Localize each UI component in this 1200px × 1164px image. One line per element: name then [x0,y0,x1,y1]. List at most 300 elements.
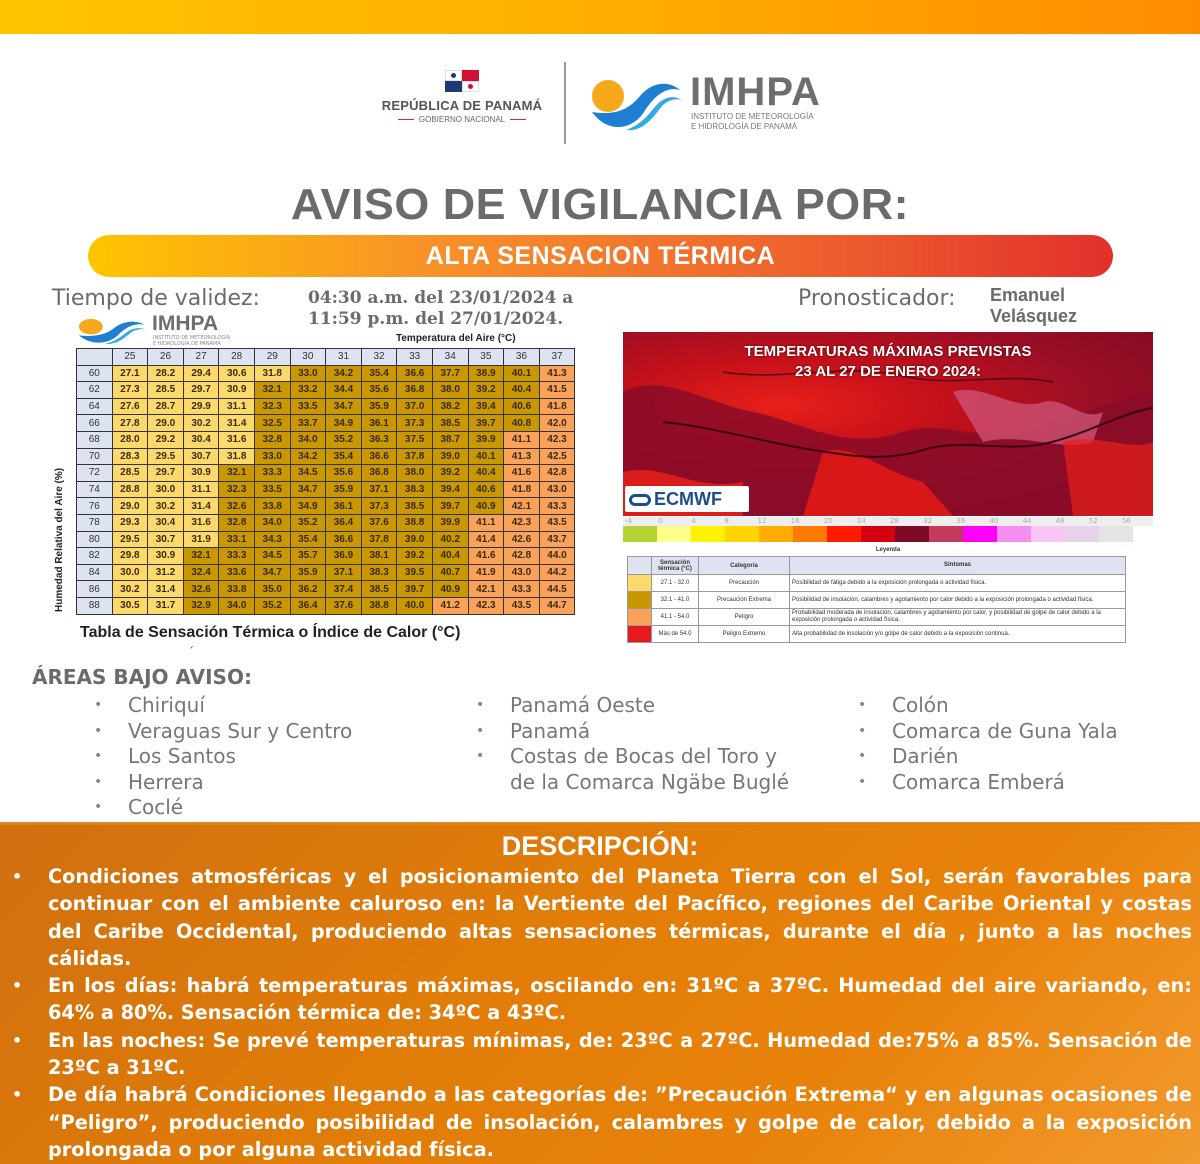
heat-index-cell: 41.8 [539,398,575,415]
legend-title: Leyenda [875,547,901,553]
heat-index-cell: 39.7 [397,581,433,598]
heat-index-cell: 35.6 [361,382,397,399]
heat-index-cell: 34.4 [326,382,362,399]
heat-index-cell: 33.0 [290,365,326,382]
heat-index-cell: 34.0 [219,597,255,614]
legend-symptoms: Alta probabilidad de insolación y/o golpe de calor debido a la exposición continua. [790,626,1126,643]
heat-index-cell: 40.6 [468,481,504,498]
heat-index-cell: 43.7 [539,531,575,548]
humidity-header: 60 [77,365,113,382]
heat-index-cell: 28.5 [112,465,148,482]
legend-category: Peligro Extremo [699,626,790,643]
heat-index-cell: 30.2 [183,415,219,432]
heat-index-cell: 30.0 [112,564,148,581]
heat-index-cell: 30.5 [112,597,148,614]
table-row [77,498,575,515]
heat-index-cell: 33.8 [254,498,290,515]
heat-index-cell: 37.5 [397,431,433,448]
legend-symptoms: Probabilidad moderada de insolación, calambres y agotamiento por calor, y posibilidad de golpe de calor debido a la exposición prolongada o actividad física. [790,609,1126,626]
heat-index-cell: 29.9 [183,398,219,415]
colorbar-tick-label: 24 [856,517,866,525]
heat-index-cell: 29.0 [112,498,148,515]
heat-index-cell: 35.4 [290,531,326,548]
table-row [77,382,575,399]
heat-index-cell: 31.2 [148,564,184,581]
heat-index-cell: 29.7 [148,465,184,482]
heat-index-cell: 38.8 [361,597,397,614]
area-item: • Los Santos [94,744,352,770]
heat-index-cell: 42.3 [539,431,575,448]
heat-index-cell: 36.6 [326,531,362,548]
heat-index-cell: 36.3 [361,431,397,448]
heat-index-cell: 32.1 [219,465,255,482]
area-item: • Herrera [94,770,352,796]
heat-index-cell: 31.4 [219,415,255,432]
heat-index-cell: 40.4 [432,548,468,565]
temperature-axis-title: Temperatura del Aire (°C) [396,333,516,344]
ecmwf-wordmark: ECMWF [654,489,722,509]
colorbar-swatch [1065,526,1099,542]
legend-color-swatch [628,592,652,609]
colorbar-swatch [657,526,691,542]
humidity-header: 86 [77,581,113,598]
heat-index-cell: 34.2 [326,365,362,382]
heat-index-cell: 34.2 [290,448,326,465]
heat-index-cell: 41.1 [468,514,504,531]
table-row [77,365,575,382]
heat-index-cell: 36.1 [361,415,397,432]
heat-index-cell: 42.8 [539,465,575,482]
heat-index-cell: 29.5 [112,531,148,548]
heat-index-cell: 38.2 [432,398,468,415]
heat-index-cell: 34.7 [254,564,290,581]
heat-index-cell: 31.1 [219,398,255,415]
forecaster-name [990,285,1077,327]
map-title [623,342,1153,382]
page-title: AVISO DE VIGILANCIA POR: [290,180,910,229]
heat-index-cell: 39.0 [397,531,433,548]
colorbar-tick-label: 40 [989,517,999,525]
heat-index-cell: 43.3 [539,498,575,515]
colorbar-swatch [1031,526,1065,542]
heat-index-cell: 37.6 [361,514,397,531]
area-item: • Costas de Bocas del Toro y de la Comarca Ngäbe Buglé [476,744,806,795]
heat-index-cell: 40.6 [504,398,540,415]
heat-index-cell: 42.5 [539,448,575,465]
validity-value [308,288,573,330]
heat-index-cell: 39.4 [432,481,468,498]
temperature-header: 26 [148,349,184,366]
alert-banner: ALTA SENSACION TÉRMICA [88,235,1113,277]
heat-index-cell: 39.2 [468,382,504,399]
heat-index-cell: 33.5 [290,398,326,415]
temperature-header: 34 [432,349,468,366]
heat-index-cell: 28.0 [112,431,148,448]
colorbar-swatch [963,526,997,542]
areas-list-column-2 [476,693,806,795]
colorbar-tick-label: 0 [658,517,663,525]
description-section [0,822,1200,1164]
heat-index-cell: 30.0 [148,481,184,498]
heat-index-cell: 32.6 [219,498,255,515]
table-row [77,531,575,548]
validity-label: Tiempo de validez: [52,286,260,311]
heat-index-cell: 31.6 [183,514,219,531]
colorbar [623,526,1133,542]
heat-index-cell: 36.8 [397,382,433,399]
heat-index-cell: 30.2 [148,498,184,515]
temperature-header: 29 [254,349,290,366]
description-item: • En las noches: Se prevé temperaturas mínimas, de: 23ºC a 27ºC. Humedad de:75% a 85%. Sensación de 23ºC a 31ºC. [12,1027,1192,1082]
heat-table-logo-sub-2: E HIDROLOGÍA DE PANAMÁ [153,341,221,347]
area-item: • Colón [858,693,1118,719]
legend-header-swatch [628,557,652,575]
heat-index-cell: 39.2 [397,548,433,565]
heat-index-cell: 39.7 [468,415,504,432]
humidity-header: 78 [77,514,113,531]
heat-index-cell: 43.0 [539,481,575,498]
heat-index-cell: 34.5 [254,548,290,565]
forecaster-label: Pronosticador: [798,286,956,311]
areas-list-column-3 [858,693,1118,795]
colorbar-tick-label: 44 [1022,517,1032,525]
colorbar-swatch [861,526,895,542]
heat-index-cell: 39.5 [397,564,433,581]
table-row [77,398,575,415]
heat-table-caption: Tabla de Sensación Térmica o Índice de Calor (°C) [80,624,461,641]
top-gradient-bar [0,0,1200,34]
heat-index-cell: 42.8 [504,548,540,565]
heat-index-cell: 37.1 [361,481,397,498]
heat-index-cell: 31.8 [219,448,255,465]
heat-index-cell: 30.9 [148,548,184,565]
heat-index-cell: 31.9 [183,531,219,548]
heat-index-cell: 29.0 [148,415,184,432]
heat-index-cell: 34.5 [290,465,326,482]
colorbar-swatch [895,526,929,542]
heat-index-cell: 34.0 [290,431,326,448]
temperature-header: 36 [504,349,540,366]
forecaster-first-name: Emanuel [990,285,1066,305]
description-item: • Condiciones atmosféricas y el posicionamiento del Planeta Tierra con el Sol, serán favorables para continuar con el ambiente caluroso en: la Vertiente del Pacífico, regiones del Caribe Oriental y costas del Caribe Occidental, produciendo altas sensaciones térmicas, durante el día , junto a las noches cálidas. [12,863,1192,972]
colorbar-tick-label: -4 [625,517,632,525]
heat-index-cell: 40.0 [397,597,433,614]
table-row [77,465,575,482]
humidity-header: 82 [77,548,113,565]
heat-index-cell: 38.5 [432,415,468,432]
table-row [77,481,575,498]
heat-index-cell: 39.9 [468,431,504,448]
temperature-header: 32 [361,349,397,366]
colorbar-tick-label: 28 [890,517,899,525]
heat-index-cell: 38.0 [397,465,433,482]
heat-index-cell: 38.5 [361,581,397,598]
heat-index-cell: 41.9 [468,564,504,581]
heat-index-cell: 29.3 [112,514,148,531]
colorbar-tick-label: 48 [1055,517,1065,525]
heat-index-cell: 35.6 [326,465,362,482]
heat-index-cell: 31.4 [148,581,184,598]
heat-index-cell: 44.7 [539,597,575,614]
heat-index-cell: 34.9 [326,415,362,432]
heat-index-cell: 40.8 [504,415,540,432]
colorbar-tick-label: 52 [1088,517,1098,525]
heat-index-cell: 28.7 [148,398,184,415]
heat-index-cell: 33.0 [254,448,290,465]
table-row [77,564,575,581]
colorbar-swatch [997,526,1031,542]
description-item: • De día habrá Condiciones llegando a las categorías de: ”Precaución Extrema“ y en algunas ocasiones de “Peligro”, produciendo posibilidad de insolación, calambres y golpe de calor, debido a la exposición prolongada o por alguna actividad física. [12,1081,1192,1163]
legend-row [628,626,1126,643]
heat-index-cell: 35.9 [361,398,397,415]
temperature-header: 30 [290,349,326,366]
imhpa-logo [588,68,828,138]
humidity-header: 76 [77,498,113,515]
heat-index-cell: 41.6 [468,548,504,565]
heat-index-cell: 29.2 [148,431,184,448]
colorbar-swatch [759,526,793,542]
heat-index-cell: 37.8 [361,531,397,548]
heat-index-cell: 30.4 [148,514,184,531]
heat-index-cell: 37.8 [397,448,433,465]
area-item: • Panamá Oeste [476,693,806,719]
heat-index-cell: 44.5 [539,581,575,598]
heat-index-cell: 29.4 [183,365,219,382]
table-corner [77,349,113,366]
heat-index-cell: 42.1 [468,581,504,598]
heat-index-cell: 37.3 [397,415,433,432]
humidity-header: 88 [77,597,113,614]
humidity-header: 84 [77,564,113,581]
heat-index-cell: 40.1 [504,365,540,382]
heat-index-cell: 39.2 [432,465,468,482]
heat-index-cell: 31.1 [183,481,219,498]
area-item: • Darién [858,744,1118,770]
heat-index-cell: 42.3 [504,514,540,531]
heat-index-cell: 37.0 [397,398,433,415]
heat-index-cell: 41.4 [468,531,504,548]
legend-range: 32.1 - 41.0 [652,592,699,609]
area-item: • Comarca de Guna Yala [858,719,1118,745]
heat-index-cell: 35.2 [254,597,290,614]
area-item: • Comarca Emberá [858,770,1118,796]
areas-accent-mark: ˊ [188,645,194,659]
legend-range: 41.1 - 54.0 [652,609,699,626]
government-logo [372,70,552,130]
ecmwf-mark-icon [629,494,651,506]
heat-index-cell: 27.6 [112,398,148,415]
heat-index-cell: 27.3 [112,382,148,399]
heat-index-cell: 43.3 [504,581,540,598]
heat-index-cell: 29.8 [112,548,148,565]
temperature-header: 31 [326,349,362,366]
heat-index-cell: 39.7 [432,498,468,515]
heat-index-cell: 28.5 [148,382,184,399]
humidity-header: 80 [77,531,113,548]
heat-index-cell: 31.7 [148,597,184,614]
heat-index-cell: 42.1 [504,498,540,515]
heat-index-cell: 36.9 [326,548,362,565]
heat-index-cell: 37.7 [432,365,468,382]
colorbar-tick-label: 16 [790,517,800,525]
imhpa-sun-wave-icon [76,316,146,346]
heat-index-cell: 44.2 [539,564,575,581]
legend-row [628,609,1126,626]
heat-index-cell: 29.5 [148,448,184,465]
legend-symptoms: Posibilidad de insolación, calambres y agotamiento por calor debido a la exposición prolongada o actividad física. [790,592,1126,609]
heat-index-cell: 35.2 [290,514,326,531]
heat-index-cell: 38.7 [432,431,468,448]
imhpa-sun-wave-icon [588,72,682,134]
colorbar-tick-label: 20 [823,517,833,525]
heat-index-cell: 38.8 [397,514,433,531]
heat-index-cell: 34.7 [326,398,362,415]
colorbar-tick-label: 36 [956,517,966,525]
humidity-header: 68 [77,431,113,448]
heat-index-cell: 44.0 [539,548,575,565]
imhpa-wordmark: IMHPA [690,70,821,114]
temperature-header: 35 [468,349,504,366]
heat-index-cell: 33.1 [219,531,255,548]
colorbar-swatch [827,526,861,542]
temperature-forecast-map [623,332,1153,516]
area-item: • Coclé [94,795,352,821]
temperature-header: 33 [397,349,433,366]
humidity-header: 66 [77,415,113,432]
heat-index-cell: 34.9 [290,498,326,515]
heat-index-cell: 34.3 [254,531,290,548]
heat-index-cell: 32.8 [254,431,290,448]
temperature-header: 37 [539,349,575,366]
humidity-axis-title: Humedad Relativa del Aire (%) [54,467,65,612]
heat-index-cell: 30.6 [219,365,255,382]
humidity-header: 70 [77,448,113,465]
heat-index-cell: 33.7 [290,415,326,432]
heat-index-cell: 38.1 [361,548,397,565]
heat-index-cell: 43.0 [504,564,540,581]
legend-category: Precaución Extrema [699,592,790,609]
heat-index-cell: 43.5 [539,514,575,531]
heat-index-cell: 33.2 [290,382,326,399]
colorbar-swatch [691,526,725,542]
table-row [77,448,575,465]
gov-name: REPÚBLICA DE PANAMÁ [381,98,543,113]
heat-index-cell: 41.5 [539,382,575,399]
legend-row [628,592,1126,609]
heat-index-cell: 36.6 [361,448,397,465]
area-item: • Panamá [476,719,806,745]
heat-index-cell: 33.8 [219,581,255,598]
temperature-header: 28 [219,349,255,366]
legend-header-symptoms: Síntomas [790,557,1126,575]
heat-index-cell: 39.9 [432,514,468,531]
heat-index-cell: 32.4 [183,564,219,581]
heat-index-cell: 33.6 [219,564,255,581]
heat-index-cell: 41.6 [504,465,540,482]
heat-index-cell: 37.4 [326,581,362,598]
table-row [77,597,575,614]
heat-index-cell: 32.1 [183,548,219,565]
heat-index-cell: 32.6 [183,581,219,598]
colorbar-swatch [1099,526,1133,542]
humidity-header: 62 [77,382,113,399]
heat-index-cell: 38.3 [361,564,397,581]
map-title-line-2: 23 AL 27 DE ENERO 2024: [795,363,981,380]
description-item: • En los días: habrá temperaturas máximas, oscilando en: 31ºC a 37ºC. Humedad del aire variando, en: 64% a 80%. Sensación térmica de: 34ºC a 43ºC. [12,972,1192,1027]
colorbar-swatch [793,526,827,542]
map-title-line-1: TEMPERATURAS MÁXIMAS PREVISTAS [744,343,1032,360]
validity-start: 04:30 a.m. del 23/01/2024 a [308,288,574,308]
heat-index-cell: 33.3 [219,548,255,565]
heat-index-cell: 36.8 [361,465,397,482]
legend-table [627,556,1126,643]
heat-index-cell: 30.2 [112,581,148,598]
validity-end: 11:59 p.m. del 27/01/2024. [308,309,564,329]
heat-index-cell: 41.2 [432,597,468,614]
heat-index-cell: 36.4 [290,597,326,614]
table-row [77,514,575,531]
colorbar-tick-label: 12 [757,517,767,525]
heat-index-cell: 38.0 [432,382,468,399]
heat-table-logo-sub-1: INSTITUTO DE METEOROLOGÍA [153,335,231,341]
heat-index-cell: 31.4 [183,498,219,515]
legend-row [628,575,1126,592]
table-row [77,415,575,432]
table-row [77,431,575,448]
heat-table-logo [76,312,266,348]
areas-list-column-1 [94,693,352,821]
legend-header-range: Sensación térmica (°C) [652,557,699,575]
table-row [77,548,575,565]
heat-index-cell: 33.5 [254,481,290,498]
legend-range: Más de 54.0 [652,626,699,643]
heat-index-cell: 32.3 [254,398,290,415]
heat-index-cell: 40.4 [468,465,504,482]
heat-index-cell: 40.9 [468,498,504,515]
heat-index-cell: 40.7 [432,564,468,581]
heat-index-cell: 35.9 [290,564,326,581]
heat-index-table [76,348,575,615]
heat-index-cell: 41.1 [504,431,540,448]
legend-range: 27.1 - 32.0 [652,575,699,592]
heat-index-cell: 32.3 [219,481,255,498]
heat-index-cell: 35.7 [290,548,326,565]
heat-index-cell: 34.0 [254,514,290,531]
heat-index-cell: 35.0 [254,581,290,598]
heat-index-cell: 35.4 [326,448,362,465]
heat-index-cell: 32.8 [219,514,255,531]
heat-index-cell: 37.6 [326,597,362,614]
heat-index-cell: 35.2 [326,431,362,448]
legend-color-swatch [628,626,652,643]
heat-index-cell: 41.3 [539,365,575,382]
heat-index-cell: 39.4 [468,398,504,415]
heat-index-cell: 32.9 [183,597,219,614]
heat-index-cell: 40.4 [504,382,540,399]
heat-index-cell: 40.2 [432,531,468,548]
gov-subtitle: GOBIERNO NACIONAL [372,115,552,124]
temperature-header: 27 [183,349,219,366]
heat-index-cell: 36.2 [290,581,326,598]
areas-title: ÁREAS BAJO AVISO: [32,665,252,689]
colorbar-tick-label: 4 [691,517,696,525]
panama-flag-icon [445,70,479,92]
area-item: • Chiriquí [94,693,352,719]
heat-index-cell: 27.8 [112,415,148,432]
heat-index-cell: 37.1 [326,564,362,581]
legend-category: Peligro [699,609,790,626]
ecmwf-logo [625,486,749,512]
